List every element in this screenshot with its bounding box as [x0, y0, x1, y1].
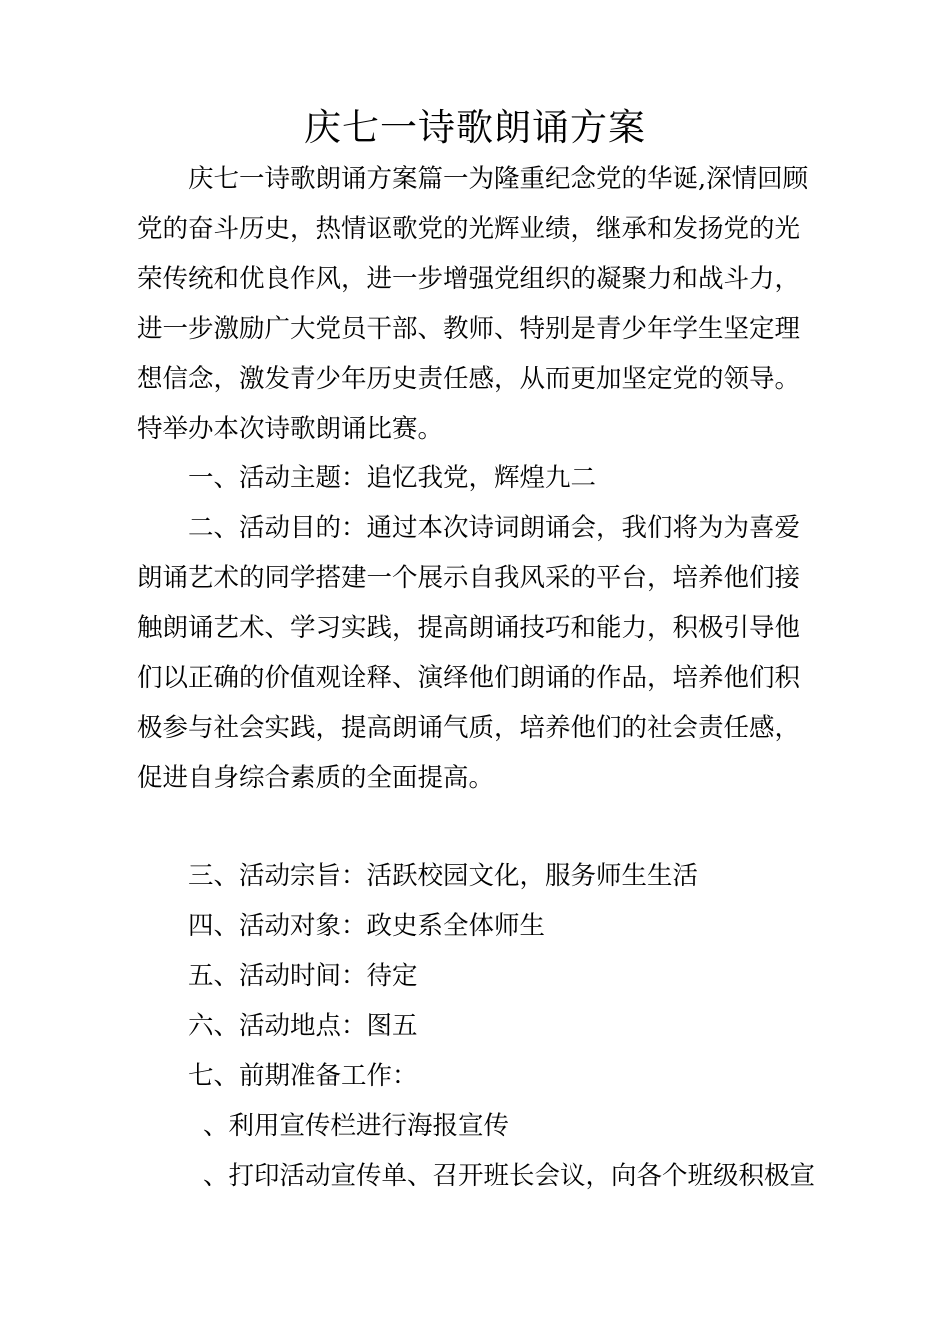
- section-location: 六、活动地点：图五: [188, 1011, 418, 1041]
- intro-line-6: 特举办本次诗歌朗诵比赛。: [137, 414, 444, 444]
- purpose-line-5: 极参与社会实践，提高朗诵气质，培养他们的社会责任感，: [137, 713, 801, 743]
- prep-item-2: 、打印活动宣传单、召开班长会议，向各个班级积极宣: [203, 1161, 816, 1191]
- section-theme: 一、活动主题：追忆我党，辉煌九二: [188, 463, 597, 493]
- purpose-line-6: 促进自身综合素质的全面提高。: [137, 763, 495, 793]
- intro-line-1: 庆七一诗歌朗诵方案篇一为隆重纪念党的华诞,深情回顾: [188, 164, 809, 194]
- intro-line-4: 进一步激励广大党员干部、教师、特别是青少年学生坚定理: [137, 314, 801, 344]
- section-preparation: 七、前期准备工作：: [188, 1061, 418, 1091]
- intro-line-2: 党的奋斗历史，热情讴歌党的光辉业绩，继承和发扬党的光: [137, 214, 801, 244]
- purpose-line-3: 触朗诵艺术、学习实践，提高朗诵技巧和能力，积极引导他: [137, 613, 801, 643]
- prep-item-1: 、利用宣传栏进行海报宣传: [203, 1111, 510, 1141]
- purpose-line-1: 二、活动目的：通过本次诗词朗诵会，我们将为为喜爱: [188, 513, 801, 543]
- section-time: 五、活动时间：待定: [188, 961, 418, 991]
- section-tenet: 三、活动宗旨：活跃校园文化，服务师生生活: [188, 861, 699, 891]
- section-audience: 四、活动对象：政史系全体师生: [188, 911, 546, 941]
- intro-line-3: 荣传统和优良作风，进一步增强党组织的凝聚力和战斗力，: [137, 264, 801, 294]
- purpose-line-2: 朗诵艺术的同学搭建一个展示自我风采的平台，培养他们接: [137, 563, 801, 593]
- document-title: 庆七一诗歌朗诵方案: [304, 106, 646, 149]
- intro-line-5: 想信念，激发青少年历史责任感，从而更加坚定党的领导。: [137, 364, 801, 394]
- purpose-line-4: 们以正确的价值观诠释、演绎他们朗诵的作品，培养他们积: [137, 663, 801, 693]
